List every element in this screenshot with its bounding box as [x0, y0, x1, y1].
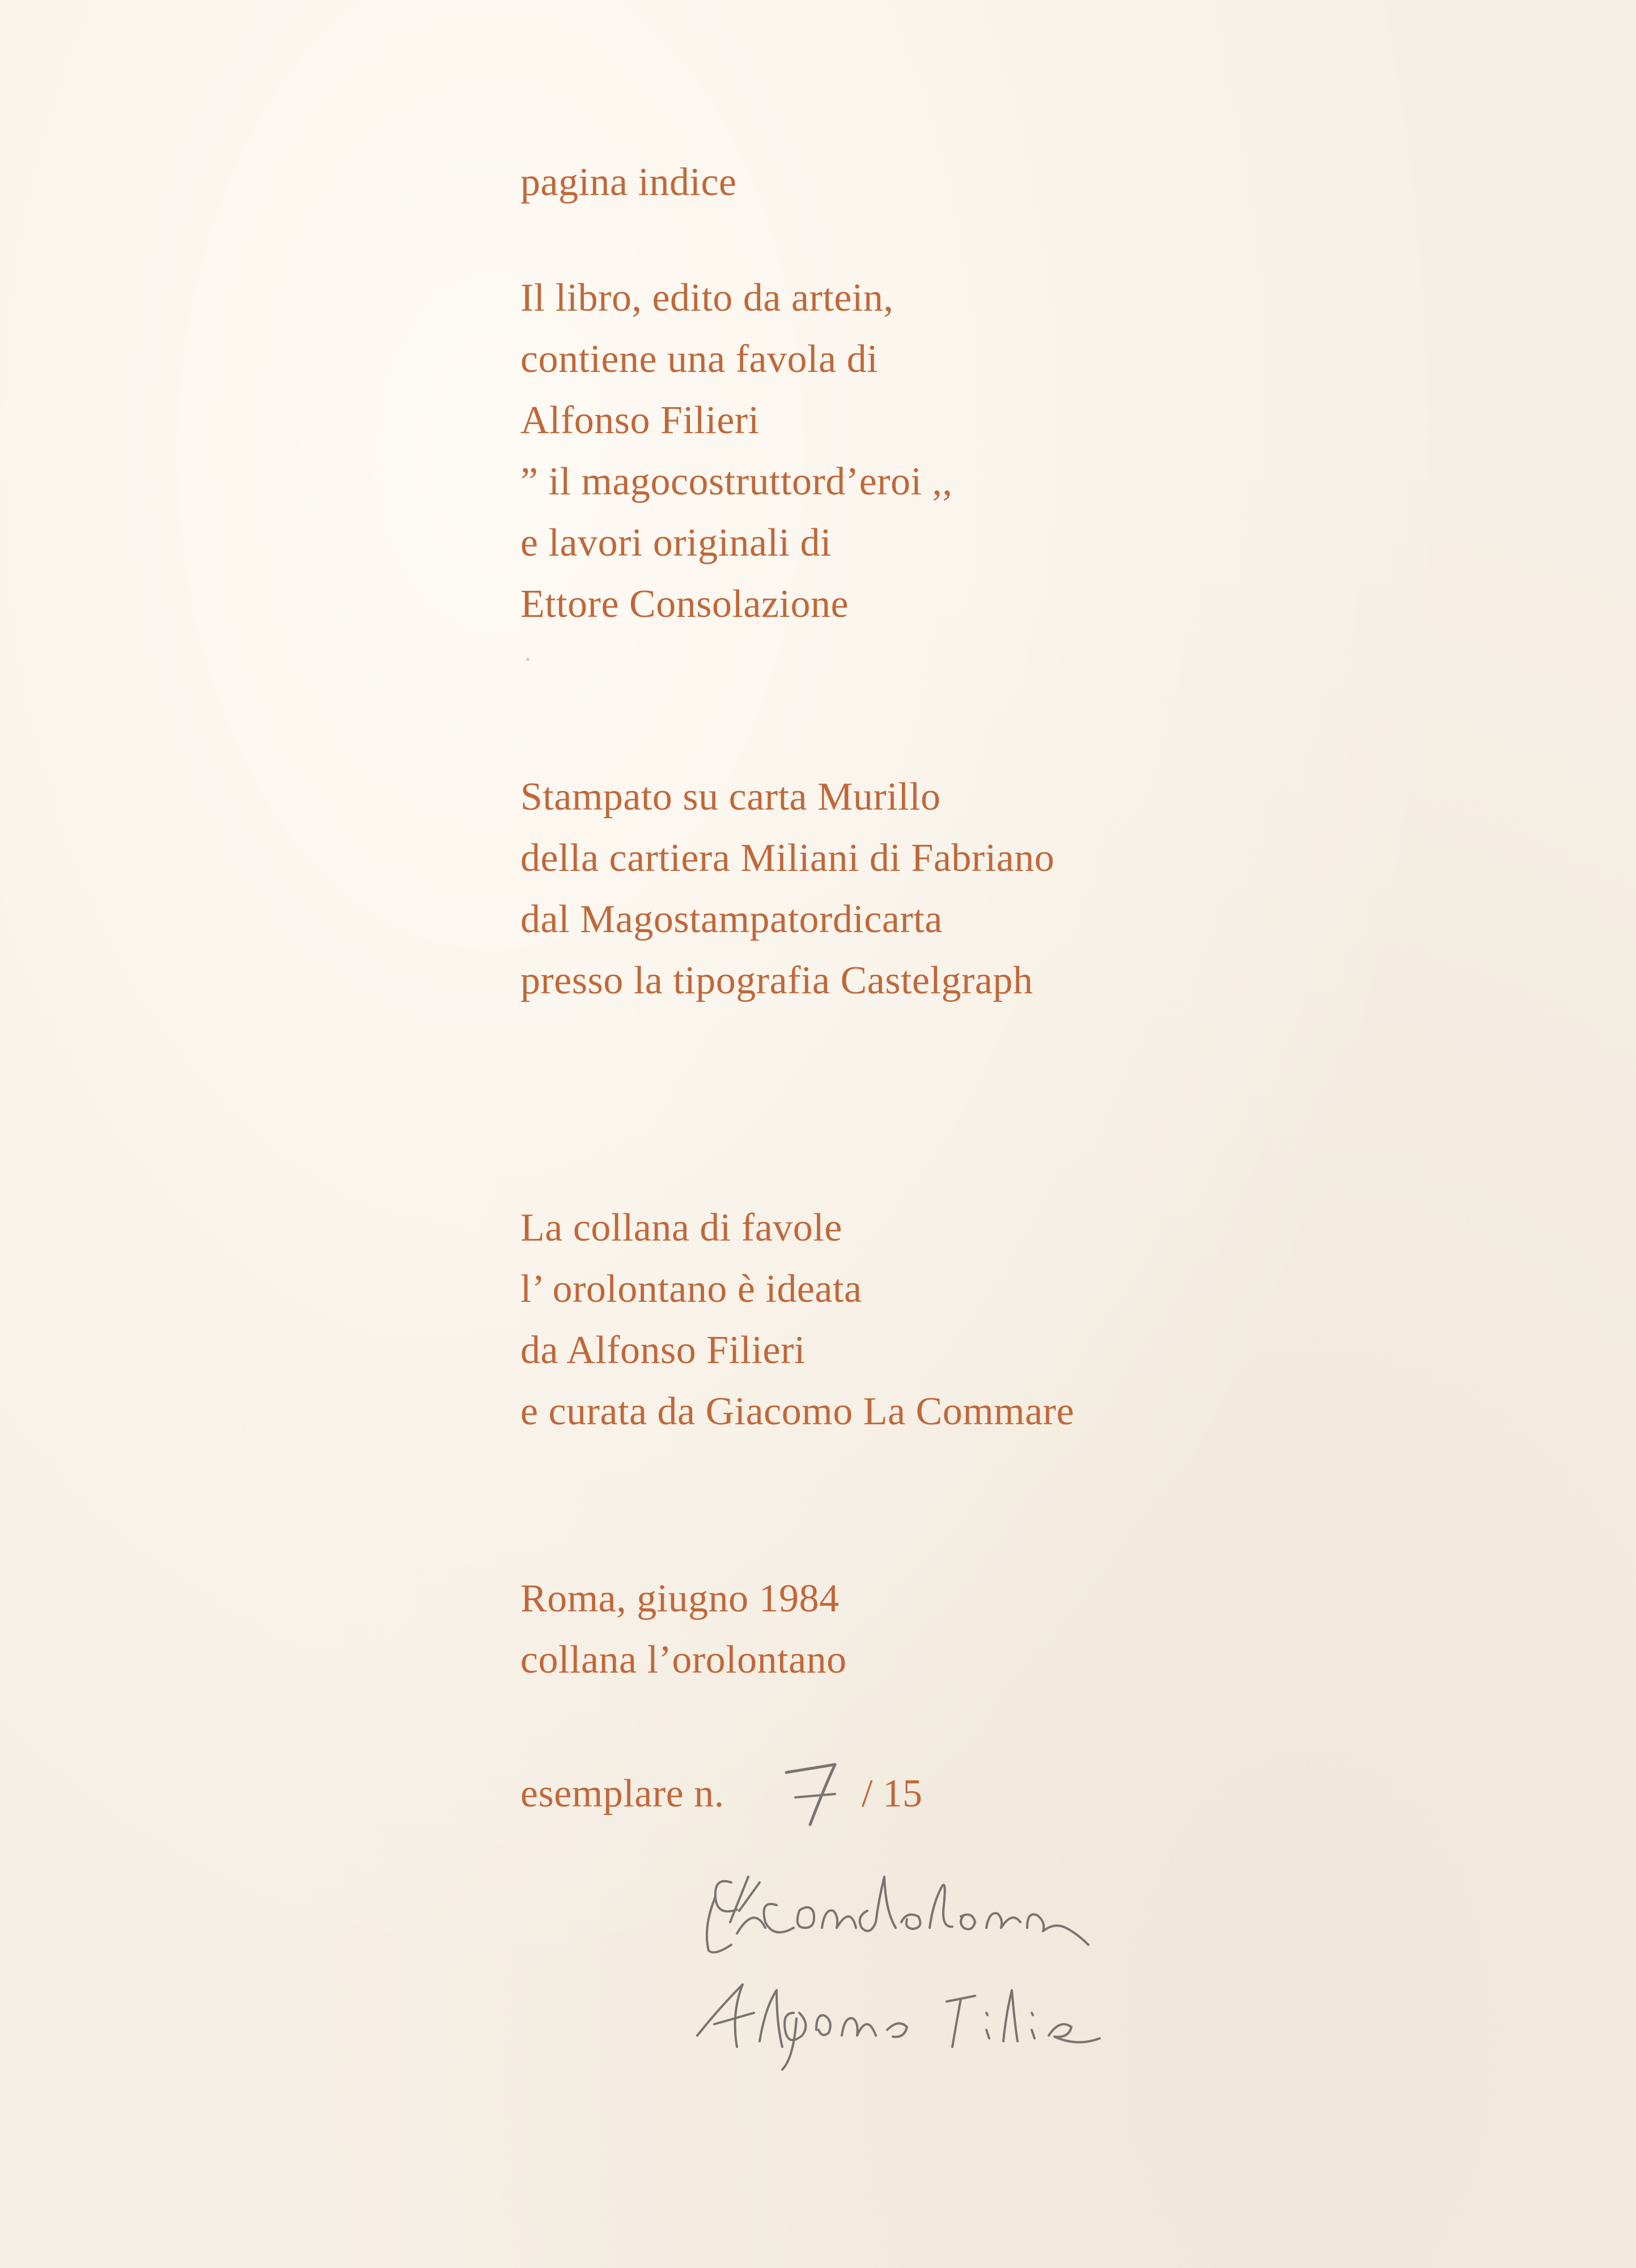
paper-speck — [526, 658, 529, 661]
copy-label: esemplare n. — [520, 1772, 724, 1816]
book-line-4: ” il magocostruttord’eroi ,, — [520, 460, 953, 503]
copy-total: / 15 — [862, 1772, 922, 1816]
series-line-3: da Alfonso Filieri — [520, 1328, 806, 1372]
print-line-4: presso la tipografia Castelgraph — [520, 959, 1033, 1002]
book-line-1: Il libro, edito da artein, — [520, 276, 894, 320]
series-line-2: l’ orolontano è ideata — [520, 1267, 862, 1311]
signature-ettore-consolazione — [707, 1877, 1088, 1952]
date-line: Roma, giugno 1984 — [520, 1577, 840, 1620]
signature-alfonso-filieri — [697, 1984, 1100, 2070]
book-line-2: contiene una favola di — [520, 337, 879, 381]
series-line-4: e curata da Giacomo La Commare — [520, 1390, 1075, 1433]
print-line-3: dal Magostampatordicarta — [520, 898, 943, 941]
series-line-1: La collana di favole — [520, 1206, 842, 1250]
handwritten-copy-number — [774, 1758, 853, 1831]
collection-line: collana l’orolontano — [520, 1638, 847, 1682]
print-line-1: Stampato su carta Murillo — [520, 775, 941, 819]
page-heading: pagina indice — [520, 160, 737, 204]
book-line-6: Ettore Consolazione — [520, 582, 849, 626]
pencil-signatures — [680, 1843, 1190, 2081]
book-line-3: Alfonso Filieri — [520, 399, 760, 442]
print-line-2: della cartiera Miliani di Fabriano — [520, 836, 1055, 880]
book-line-5: e lavori originali di — [520, 521, 832, 565]
